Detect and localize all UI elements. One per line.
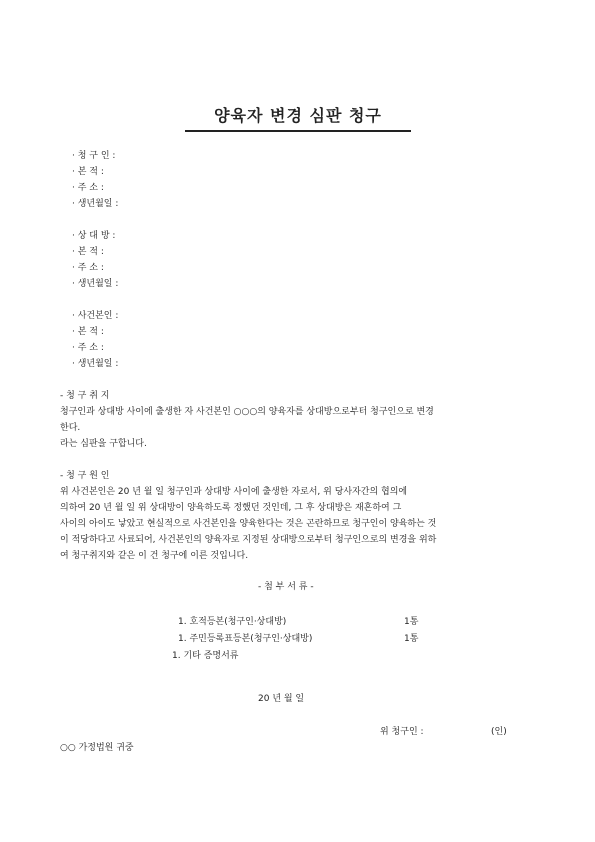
claimant-domicile-label: · 본 적 : <box>72 167 104 177</box>
purpose-line: 청구인과 상대방 사이에 출생한 자 사건본인 ○○○의 양육자를 상대방으로부터 청구인으로 변경 <box>60 407 434 417</box>
title-block <box>185 103 411 132</box>
cause-line: 이 적당하다고 사료되어, 사건본인의 양육자로 지정된 상대방으로부터 청구인으로의 변경을 위하 <box>60 535 437 545</box>
subject-name-label: · 사건본인 : <box>72 311 119 321</box>
attachments-heading: - 첨 부 서 류 - <box>258 582 314 592</box>
filing-date-line: 20 년 월 일 <box>258 694 305 704</box>
claimant-name-label: · 청 구 인 : <box>72 151 116 161</box>
respondent-address-label: · 주 소 : <box>72 263 104 273</box>
cause-line: 사이의 아이도 낳았고 현실적으로 사건본인을 양육한다는 것은 곤란하므로 청구인이 양육하는 것 <box>60 519 437 529</box>
document-title: 양육자 변경 심판 청구 <box>185 103 411 132</box>
claimant-address-label: · 주 소 : <box>72 183 104 193</box>
seal-mark: (인) <box>491 727 507 737</box>
cause-line: 여 청구취지와 같은 이 건 청구에 이른 것입니다. <box>60 551 249 561</box>
purpose-line: 한다. <box>60 423 81 433</box>
cause-line: 의하여 20 년 월 일 위 상대방이 양육하도록 정했던 것인데, 그 후 상대방은 재혼하여 그 <box>60 503 402 513</box>
subject-address-label: · 주 소 : <box>72 343 104 353</box>
subject-domicile-label: · 본 적 : <box>72 327 104 337</box>
signature-label: 위 청구인 : <box>380 727 424 737</box>
attachment-item-name: 1. 주민등록표등본(청구인·상대방) <box>178 634 313 644</box>
purpose-closing-line: 라는 심판을 구합니다. <box>60 439 147 449</box>
claimant-birthdate-label: · 생년월일 : <box>72 199 119 209</box>
respondent-domicile-label: · 본 적 : <box>72 247 104 257</box>
respondent-birthdate-label: · 생년월일 : <box>72 279 119 289</box>
respondent-name-label: · 상 대 방 : <box>72 231 116 241</box>
attachment-item-count: 1통 <box>404 617 419 627</box>
attachment-item-name: 1. 호적등본(청구인·상대방) <box>178 617 287 627</box>
attachment-item-count: 1통 <box>404 634 419 644</box>
court-addressee: ○○ 가정법원 귀중 <box>60 743 134 753</box>
cause-line: 위 사건본인은 20 년 월 일 청구인과 상대방 사이에 출생한 자로서, 위 당사자간의 협의에 <box>60 487 408 497</box>
purpose-heading: - 청 구 취 지 <box>60 391 110 401</box>
attachment-item-name: 1. 기타 증명서류 <box>172 651 239 661</box>
subject-birthdate-label: · 생년월일 : <box>72 359 119 369</box>
cause-heading: - 청 구 원 인 <box>60 471 110 481</box>
